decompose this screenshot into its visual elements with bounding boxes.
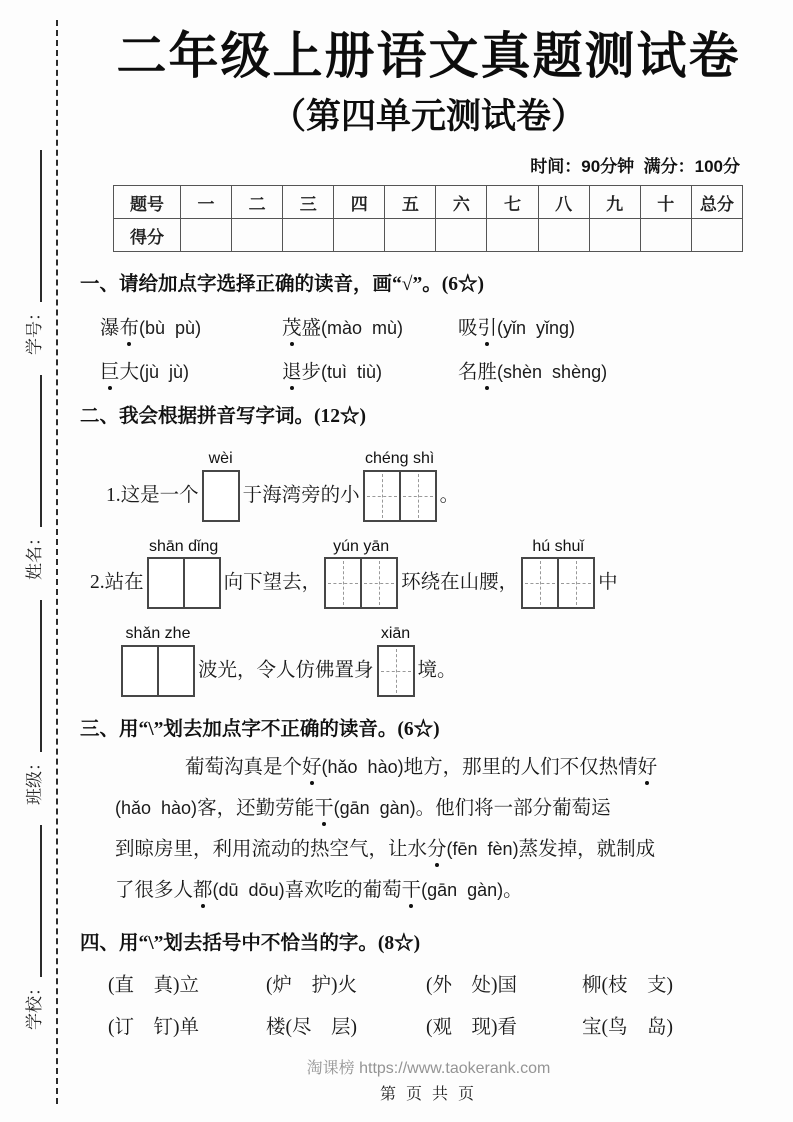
score-cell[interactable] xyxy=(283,219,334,252)
char-choice-item: 楼(尽 层) xyxy=(266,1016,357,1038)
fill-blank-line xyxy=(80,625,777,697)
pinyin-writing-group xyxy=(363,450,437,522)
pinyin-label: wèi xyxy=(208,450,233,467)
score-table-row-label: 得分 xyxy=(114,219,181,252)
score-cell[interactable] xyxy=(181,219,232,252)
pinyin-label: xiān xyxy=(380,625,411,643)
writing-box[interactable] xyxy=(399,472,435,520)
score-table-header-label: 题号 xyxy=(114,186,181,219)
pronunciation-item xyxy=(458,356,777,384)
pinyin-option: (yǐn yǐng) xyxy=(497,318,576,338)
text-run: 中 xyxy=(598,572,618,594)
score-cell[interactable] xyxy=(538,219,589,252)
student-info-label: 学号： xyxy=(24,304,44,355)
dotted-char: 茂 xyxy=(282,318,302,339)
text-run: 大 xyxy=(119,362,140,383)
pinyin-option: (bù pù) xyxy=(139,318,202,338)
dotted-char: 引 xyxy=(477,318,498,339)
pronunciation-row xyxy=(80,356,777,384)
score-table-column-header: 四 xyxy=(334,186,385,219)
text-run: 蒸发掉，就制成 xyxy=(518,838,656,860)
section-2-body xyxy=(80,450,777,697)
pronunciation-item xyxy=(282,356,458,384)
writing-box[interactable] xyxy=(326,559,360,607)
score-table xyxy=(113,185,743,252)
exam-time-score-info: 时间：90分钟 满分：100分 xyxy=(530,157,740,176)
section-1-body xyxy=(80,312,777,384)
pronunciation-item xyxy=(458,312,777,340)
student-info-blank[interactable] xyxy=(22,375,42,527)
score-table-column-header: 六 xyxy=(436,186,487,219)
section-4-body xyxy=(80,969,777,1039)
student-info-label: 姓名： xyxy=(24,529,44,580)
watermark-brand-url: 淘课榜 https://www.taokerank.com xyxy=(306,1059,551,1077)
pinyin-option: (fēn fèn) xyxy=(446,838,519,859)
text-run: 客，还勤劳能 xyxy=(197,797,315,819)
dotted-char: 好 xyxy=(302,756,322,778)
writing-box-row xyxy=(363,470,437,522)
pinyin-writing-group xyxy=(121,625,195,697)
writing-box[interactable] xyxy=(183,559,219,607)
page-number-text: 第 页 共 页 xyxy=(379,1085,477,1103)
student-info-blank[interactable] xyxy=(22,150,42,302)
student-info-field xyxy=(20,600,45,805)
text-run: 波光，令人仿佛置身 xyxy=(198,659,374,681)
char-choice-item: (外 处)国 xyxy=(426,974,517,996)
pinyin-label: hú shuǐ xyxy=(532,537,584,555)
pinyin-option: (dū dōu) xyxy=(212,879,285,900)
score-table-column-header: 一 xyxy=(181,186,232,219)
dotted-char: 分 xyxy=(427,838,447,860)
text-run: 喜欢吃的葡萄 xyxy=(284,879,402,901)
text-run: 盛 xyxy=(301,318,322,339)
student-info-label: 班级： xyxy=(24,754,44,805)
pinyin-option: (mào mù) xyxy=(321,318,404,338)
pronunciation-item xyxy=(282,312,458,340)
char-choice-item: (观 现)看 xyxy=(426,1016,517,1038)
pinyin-label: yún yān xyxy=(333,537,390,555)
dotted-char: 都 xyxy=(193,879,213,901)
char-choice-item: (订 钉)单 xyxy=(108,1016,199,1038)
text-run: 于海湾旁的小 xyxy=(242,484,360,506)
pronunciation-row xyxy=(80,312,777,340)
text-run: 吸 xyxy=(458,318,478,339)
char-choice-item: (炉 护)火 xyxy=(266,974,357,996)
exam-content xyxy=(80,0,777,1104)
pinyin-label: shān dǐng xyxy=(148,537,219,555)
dotted-char: 干 xyxy=(314,797,334,819)
pinyin-writing-group xyxy=(202,450,240,522)
text-run: 名 xyxy=(458,362,478,383)
score-cell[interactable] xyxy=(691,219,742,252)
writing-box[interactable] xyxy=(204,472,238,520)
score-table-column-header: 七 xyxy=(487,186,538,219)
score-cell[interactable] xyxy=(385,219,436,252)
score-cell[interactable] xyxy=(232,219,283,252)
pinyin-option: (hǎo hào) xyxy=(321,756,404,777)
pronunciation-item xyxy=(100,312,282,340)
pinyin-writing-group xyxy=(147,538,221,610)
text-run: 境。 xyxy=(417,659,457,681)
margin-dashed-line xyxy=(56,20,58,1104)
text-run: 步 xyxy=(301,362,322,383)
writing-box[interactable] xyxy=(123,647,157,695)
fill-blank-line xyxy=(80,538,777,610)
pinyin-option: (gān gàn) xyxy=(333,797,416,818)
writing-box-row xyxy=(324,557,398,609)
score-cell[interactable] xyxy=(589,219,640,252)
page-subtitle: （第四单元测试卷） xyxy=(270,97,586,136)
char-choice-item: 宝(鸟 岛) xyxy=(582,1016,673,1038)
page-footer xyxy=(80,1055,777,1104)
page-title: 二年级上册语文真题测试卷 xyxy=(116,28,741,84)
text-run: 葡萄沟真是个 xyxy=(185,756,303,778)
score-cell[interactable] xyxy=(334,219,385,252)
score-table-score-row xyxy=(114,219,743,252)
text-run: 1.这是一个 xyxy=(106,484,199,506)
text-run: 了很多人 xyxy=(115,879,194,901)
score-table-column-header: 九 xyxy=(589,186,640,219)
pinyin-option: (jù jù) xyxy=(139,362,190,382)
pinyin-writing-group xyxy=(324,538,398,610)
passage-line xyxy=(115,829,755,870)
section-2-heading: 二、我会根据拼音写字词。(12☆) xyxy=(80,406,366,427)
text-run: 到晾房里，利用流动的热空气，让水 xyxy=(115,838,428,860)
pinyin-option: (gān gàn) xyxy=(421,879,504,900)
student-info-blank[interactable] xyxy=(22,600,42,752)
writing-box[interactable] xyxy=(365,472,399,520)
dotted-char: 布 xyxy=(119,318,140,339)
student-info-field xyxy=(20,825,45,1030)
text-run: 地方，那里的人们不仅热情 xyxy=(403,756,638,778)
char-choice-item: (直 真)立 xyxy=(108,974,199,996)
score-table-header-row xyxy=(114,186,743,219)
pinyin-label: chéng shì xyxy=(364,450,435,467)
score-table-column-header: 总分 xyxy=(691,186,742,219)
student-info-strip xyxy=(10,0,54,1122)
dotted-char: 干 xyxy=(401,879,422,901)
fill-blank-line xyxy=(80,450,777,522)
dotted-char: 巨 xyxy=(100,362,120,383)
score-table-column-header: 八 xyxy=(538,186,589,219)
writing-box[interactable] xyxy=(149,559,183,607)
passage-line xyxy=(115,788,755,829)
writing-box-row xyxy=(521,557,595,609)
score-cell[interactable] xyxy=(487,219,538,252)
student-info-label: 学校： xyxy=(24,979,44,1030)
section-4-heading: 四、用“\”划去括号中不恰当的字。(8☆) xyxy=(80,932,421,954)
writing-box[interactable] xyxy=(360,559,396,607)
pinyin-option: (hǎo hào) xyxy=(115,797,198,818)
passage-line xyxy=(115,747,755,788)
text-run: 2.站在 xyxy=(90,572,144,594)
dotted-char: 退 xyxy=(282,362,302,383)
score-table-column-header: 三 xyxy=(283,186,334,219)
pinyin-label: shǎn zhe xyxy=(125,625,191,643)
dotted-char: 胜 xyxy=(477,362,498,383)
text-run: 向下望去， xyxy=(223,572,322,594)
section-3-passage xyxy=(80,747,755,911)
text-run: 。他们将一部分葡萄运 xyxy=(415,797,611,819)
dotted-char: 好 xyxy=(637,756,658,778)
score-table-column-header: 十 xyxy=(640,186,691,219)
student-info-blank[interactable] xyxy=(22,825,42,977)
pinyin-writing-group xyxy=(521,538,595,610)
pinyin-option: (shèn shèng) xyxy=(497,362,608,382)
score-table-column-header: 二 xyxy=(232,186,283,219)
student-info-field xyxy=(20,375,45,580)
text-run: 环绕在山腰， xyxy=(401,572,519,594)
text-run: 瀑 xyxy=(100,318,120,339)
writing-box-row xyxy=(121,645,195,697)
writing-box[interactable] xyxy=(157,647,193,695)
char-choice-row xyxy=(80,1011,777,1039)
writing-box[interactable] xyxy=(557,559,593,607)
writing-box-row xyxy=(147,557,221,609)
pinyin-option: (tuì tiù) xyxy=(321,362,383,382)
char-choice-row xyxy=(80,969,777,997)
score-table-column-header: 五 xyxy=(385,186,436,219)
text-run: 。 xyxy=(439,484,460,506)
score-cell[interactable] xyxy=(640,219,691,252)
pronunciation-item xyxy=(100,356,282,384)
char-choice-item: 柳(枝 支) xyxy=(582,974,673,996)
text-run: 。 xyxy=(503,879,523,901)
section-3-heading: 三、用“\”划去加点字不正确的读音。(6☆) xyxy=(80,718,440,740)
pinyin-writing-group xyxy=(377,625,415,697)
writing-box-row xyxy=(202,470,240,522)
score-cell[interactable] xyxy=(436,219,487,252)
section-1-heading: 一、请给加点字选择正确的读音，画“√”。(6☆) xyxy=(80,274,484,295)
writing-box-row xyxy=(377,645,415,697)
writing-box[interactable] xyxy=(523,559,557,607)
student-info-field xyxy=(20,150,45,355)
passage-line xyxy=(115,870,755,911)
writing-box[interactable] xyxy=(379,647,413,695)
